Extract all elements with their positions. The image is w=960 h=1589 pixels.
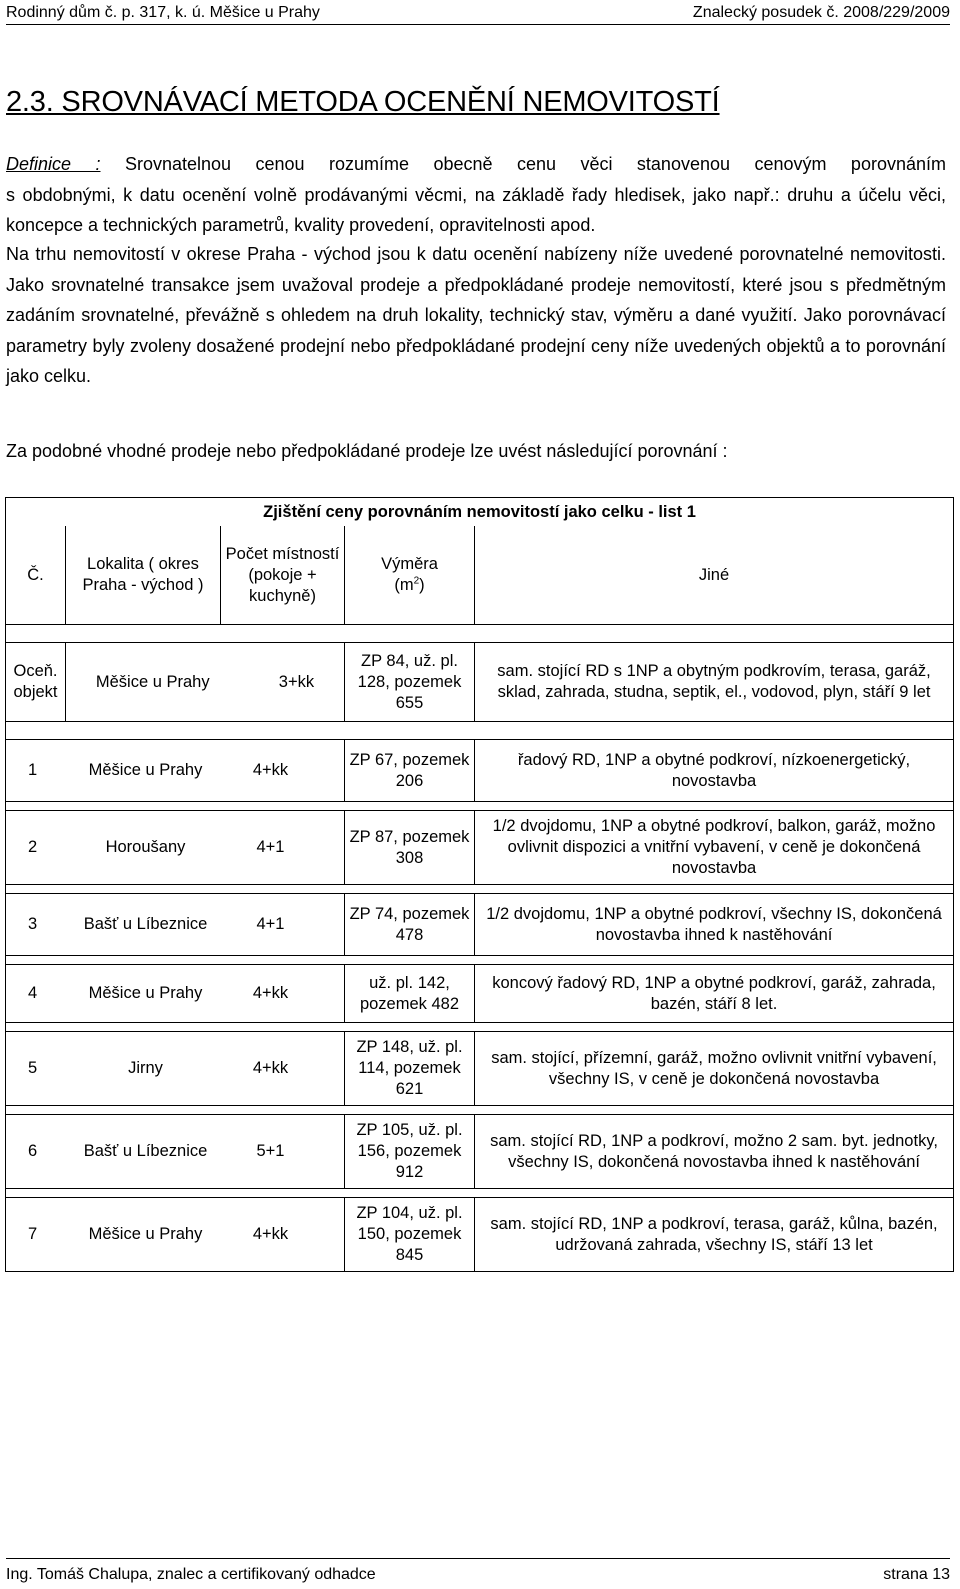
row-other: sam. stojící, přízemní, garáž, možno ovlivnit vnitřní vybavení, všechny IS, v ceně je dokončená novostavba (475, 1032, 954, 1106)
header-locality: Lokalita ( okres Praha - východ ) (66, 526, 221, 625)
row-rooms: 4+1 (256, 838, 285, 856)
row-locality-cell (6, 1198, 345, 1272)
row-gap (6, 1189, 954, 1198)
header-rooms: Počet místností (pokoje + kuchyně) (221, 526, 345, 625)
header-area-unit-close: ) (419, 576, 425, 594)
valued-object-row (6, 643, 954, 722)
table-row (6, 1115, 954, 1189)
header-area (345, 526, 475, 625)
comparison-table (5, 497, 954, 1272)
definition-text: s obdobnými, k datu ocenění volně prodávanými věcmi, na základě řady hledisek, jako např.: druhu a účelu věci, koncepce a technických parametrů, kvality provedení, opravitelnosti apod. (6, 184, 946, 235)
row-number: 5 (28, 1059, 38, 1077)
header-report-number: Znalecký posudek č. 2008/229/2009 (692, 4, 950, 21)
row-locality-cell (6, 740, 345, 802)
header-area-label: Výměra (381, 555, 438, 573)
row-number: 1 (28, 761, 38, 779)
row-number: 4 (28, 984, 38, 1002)
row-locality: Bašť u Líbeznice (83, 1142, 208, 1160)
row-area: už. pl. 142, pozemek 482 (345, 965, 475, 1023)
row-locality: Měšice u Prahy (88, 1225, 203, 1243)
row-area: ZP 67, pozemek 206 (345, 740, 475, 802)
row-locality: Bašť u Líbeznice (83, 915, 208, 933)
comparables-body (6, 740, 954, 1272)
header-other: Jiné (475, 526, 954, 625)
header-property: Rodinný dům č. p. 317, k. ú. Měšice u Prahy (6, 4, 320, 21)
row-gap (6, 956, 954, 965)
row-locality-cell (6, 1115, 345, 1189)
row-rooms: 4+kk (252, 761, 289, 779)
row-gap (6, 1023, 954, 1032)
row-other: 1/2 dvojdomu, 1NP a obytné podkroví, balkon, garáž, možno ovlivnit dispozici a vnitřní vybavení, v ceně je dokončená novostavba (475, 811, 954, 885)
row-rooms: 4+1 (256, 915, 285, 933)
table-row (6, 965, 954, 1023)
table-spacer (6, 722, 954, 740)
row-other: koncový řadový RD, 1NP a obytné podkroví, garáž, zahrada, bazén, stáří 8 let. (475, 965, 954, 1023)
definition-label: Definice : (6, 154, 101, 174)
valued-no: Oceň. objekt (6, 643, 66, 722)
definition-line1: Srovnatelnou cenou rozumíme obecně cenu věci stanovenou cenovým porovnáním (100, 154, 946, 174)
row-gap (6, 802, 954, 811)
header-area-unit-exp: 2 (413, 575, 420, 587)
row-area: ZP 74, pozemek 478 (345, 894, 475, 956)
header-no: Č. (6, 526, 66, 625)
table-title: Zjištění ceny porovnáním nemovitostí jako celku - list 1 (6, 498, 954, 527)
row-gap (6, 885, 954, 894)
row-other: sam. stojící RD, 1NP a podkroví, možno 2 sam. byt. jednotky, všechny IS, dokončená novostavba ihned k nastěhování (475, 1115, 954, 1189)
row-other: 1/2 dvojdomu, 1NP a obytné podkroví, všechny IS, dokončená novostavba ihned k nastěhování (475, 894, 954, 956)
table-row (6, 1198, 954, 1272)
row-rooms: 4+kk (252, 1225, 289, 1243)
row-locality: Jirny (128, 1059, 163, 1077)
row-rooms: 4+kk (252, 984, 289, 1002)
row-number: 3 (28, 915, 38, 933)
footer-author: Ing. Tomáš Chalupa, znalec a certifikovaný odhadce (6, 1566, 376, 1583)
row-area: ZP 105, už. pl. 156, pozemek 912 (345, 1115, 475, 1189)
row-locality-cell (6, 1032, 345, 1106)
row-locality-cell (6, 894, 345, 956)
row-locality: Měšice u Prahy (88, 761, 203, 779)
valued-locality: Měšice u Prahy (95, 672, 210, 691)
row-rooms: 4+kk (252, 1059, 289, 1077)
valued-other: sam. stojící RD s 1NP a obytným podkrovím, terasa, garáž, sklad, zahrada, studna, septik, el., vodovod, plyn, stáří 9 let (475, 643, 954, 722)
valued-locality-rooms (66, 643, 345, 722)
section-title: 2.3. SROVNÁVACÍ METODA OCENĚNÍ NEMOVITOSTÍ (6, 86, 720, 118)
row-locality: Měšice u Prahy (88, 984, 203, 1002)
table-row (6, 811, 954, 885)
page-header (6, 0, 950, 25)
row-number: 2 (28, 838, 38, 856)
row-other: sam. stojící RD, 1NP a podkroví, terasa, garáž, kůlna, bazén, udržovaná zahrada, všechny IS, stáří 13 let (475, 1198, 954, 1272)
table-row (6, 1032, 954, 1106)
valued-rooms: 3+kk (278, 672, 315, 691)
table-spacer (6, 625, 954, 643)
row-gap (6, 1106, 954, 1115)
page-footer (6, 1558, 950, 1583)
row-number: 6 (28, 1142, 38, 1160)
row-locality-cell (6, 811, 345, 885)
row-area: ZP 104, už. pl. 150, pozemek 845 (345, 1198, 475, 1272)
valued-area: ZP 84, už. pl. 128, pozemek 655 (345, 643, 475, 722)
definition-paragraph (6, 149, 946, 241)
table-header-row (6, 526, 954, 625)
row-locality: Horoušany (105, 838, 186, 856)
market-paragraph: Na trhu nemovitostí v okrese Praha - východ jsou k datu ocenění nabízeny níže uvedené porovnatelné nemovitosti. Jako srovnatelné transakce jsem uvažoval prodeje a předpokládané prodeje nemovitostí, které jsou s předmětným zadáním srovnatelné, převážně s ohledem na druh lokality, technický stav, výměru a dané využití. Jako porovnávací parametry byly zvoleny dosažené prodejní nebo předpokládané prodejní ceny níže uvedených objektů a to porovnání jako celku. (6, 244, 946, 386)
row-other: řadový RD, 1NP a obytné podkroví, nízkoenergetický, novostavba (475, 740, 954, 802)
row-number: 7 (28, 1225, 38, 1243)
row-area: ZP 87, pozemek 308 (345, 811, 475, 885)
header-area-unit: (m (394, 576, 414, 594)
row-rooms: 5+1 (256, 1142, 285, 1160)
table-row (6, 894, 954, 956)
footer-page-number: strana 13 (883, 1566, 950, 1583)
table-row (6, 740, 954, 802)
row-locality-cell (6, 965, 345, 1023)
row-area: ZP 148, už. pl. 114, pozemek 621 (345, 1032, 475, 1106)
comparison-intro: Za podobné vhodné prodeje nebo předpokládané prodeje lze uvést následující porovnání : (6, 441, 728, 461)
